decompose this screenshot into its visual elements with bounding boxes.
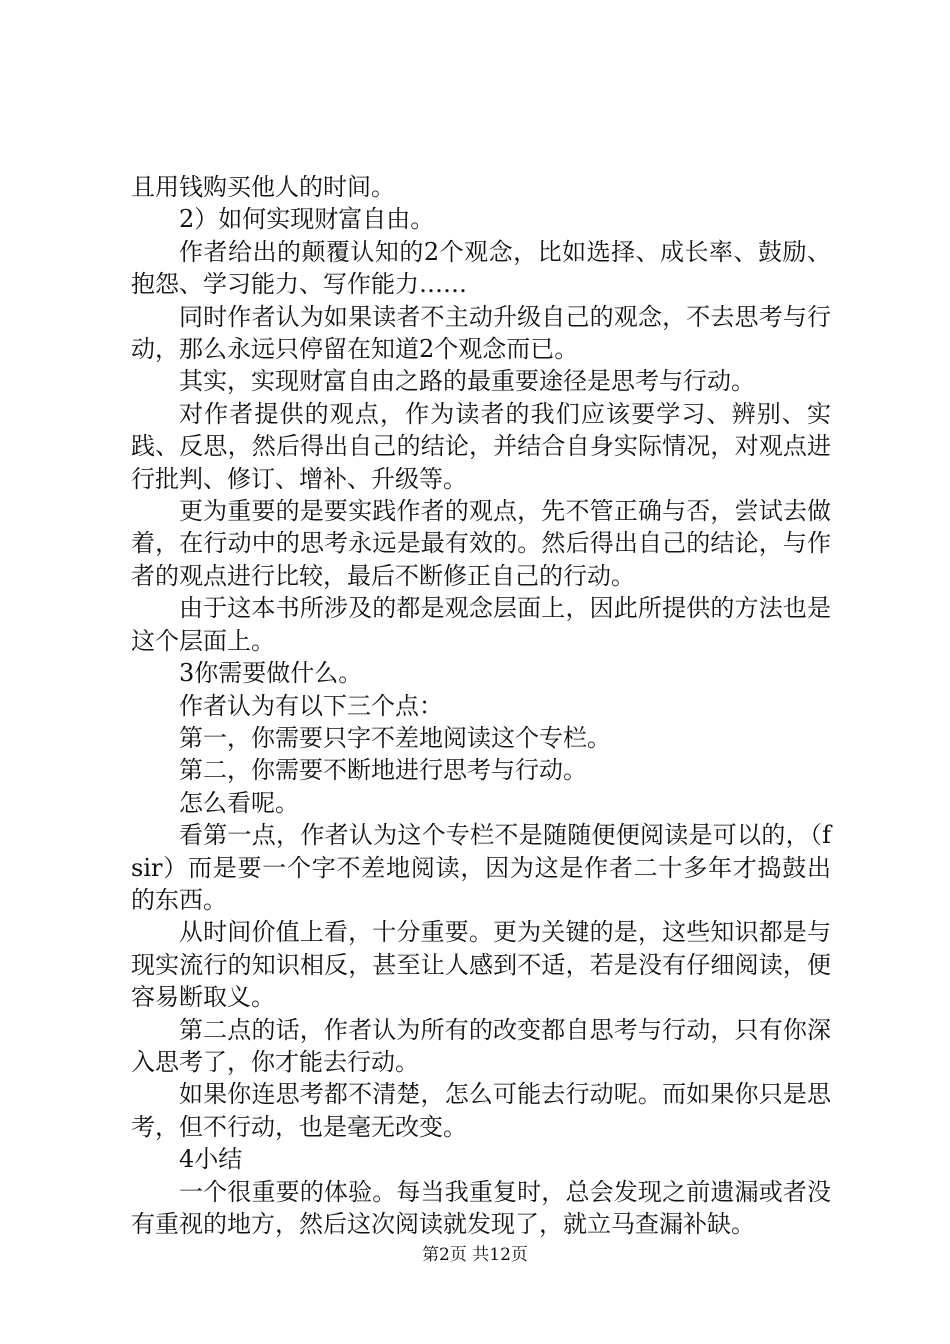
paragraph-19: 一个很重要的体验。每当我重复时，总会发现之前遗漏或者没有重视的地方，然后这次阅读就发现了，就立马查漏补缺。 [131,1177,831,1238]
paragraph-15: 从时间价值上看，十分重要。更为关键的是，这些知识都是与现实流行的知识相反，甚至让人感到不适，若是没有仔细阅读，便容易断取义。 [131,918,831,1012]
paragraph-12: 第二，你需要不断地进行思考与行动。 [179,756,587,785]
paragraph-7: 更为重要的是要实践作者的观点，先不管正确与否，尝试去做着，在行动中的思考永远是最有效的。然后得出自己的结论，与作者的观点进行比较，最后不断修正自己的行动。 [131,497,831,590]
page-number-footer: 第2页 共12页 [422,1245,528,1265]
paragraph-18: 4小结 [179,1145,243,1174]
paragraph-17: 如果你连思考都不清楚，怎么可能去行动呢。而如果你只是思考，但不行动，也是毫无改变。 [131,1080,831,1141]
paragraph-4: 同时作者认为如果读者不主动升级自己的观念，不去思考与行动，那么永远只停留在知道2个观念而已。 [131,302,831,364]
paragraph-5: 其实，实现财富自由之路的最重要途径是思考与行动。 [179,367,755,396]
paragraph-14: 看第一点，作者认为这个专栏不是随随便便阅读是可以的，（fsir）而是要一个字不差地阅读，因为这是作者二十多年才捣鼓出的东西。 [131,821,831,914]
paragraph-11: 第一，你需要只字不差地阅读这个专栏。 [179,723,611,752]
paragraph-6: 对作者提供的观点，作为读者的我们应该要学习、辨别、实践、反思，然后得出自己的结论，并结合自身实际情况，对观点进行批判、修订、增补、升级等。 [131,399,831,493]
paragraph-3: 作者给出的颠覆认知的2个观念，比如选择、成长率、鼓励、抱怨、学习能力、写作能力…… [131,237,831,299]
paragraph-13: 怎么看呢。 [179,788,299,817]
paragraph-1: 且用钱购买他人的时间。 [131,173,395,201]
document-body [131,171,831,1240]
paragraph-16: 第二点的话，作者认为所有的改变都自思考与行动，只有你深入思考了，你才能去行动。 [131,1015,831,1076]
paragraph-2: 2）如何实现财富自由。 [179,205,435,234]
paragraph-9: 3你需要做什么。 [179,659,363,688]
paragraph-8: 由于这本书所涉及的都是观念层面上，因此所提供的方法也是这个层面上。 [131,594,831,655]
paragraph-10: 作者认为有以下三个点： [179,691,443,720]
